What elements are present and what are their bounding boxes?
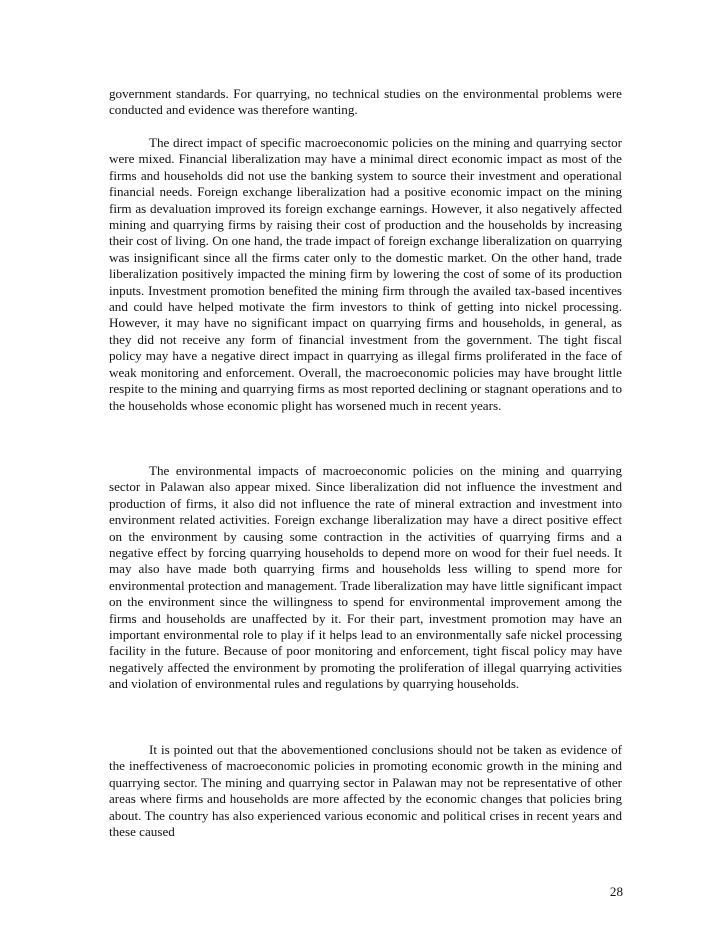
paragraph-continuation: government standards. For quarrying, no technical studies on the environmental problems were conducted and evidence was therefore wanting. [109,86,622,118]
paragraph-direct-impact: The direct impact of specific macroeconomic policies on the mining and quarrying sector were mixed. Financial liberalization may have a minimal direct economic impact as most of the firms and households did not use the banking system to source their investment and operational financial needs. Foreign exchange liberalization had a positive economic impact on the mining firm as devaluation improved its foreign exchange earnings. However, it also negatively affected mining and quarrying firms by raising their cost of production and the households by increasing their cost of living. On one hand, the trade impact of foreign exchange liberalization on quarrying was insignificant since all the firms cater only to the domestic market. On the other hand, trade liberalization positively impacted the mining firm by lowering the cost of some of its production inputs. Investment promotion benefited the mining firm through the availed tax-based incentives and could have helped motivate the firm investors to think of getting into nickel processing. However, it may have no significant impact on quarrying firms and households, in general, as they did not receive any form of financial investment from the government. The tight fiscal policy may have a negative direct impact in quarrying as illegal firms proliferated in the face of weak monitoring and enforcement. Overall, the macroeconomic policies may have brought little respite to the mining and quarrying firms as most reported declining or stagnant operations and to the households whose economic plight has worsened much in recent years. [109,135,622,413]
paragraph-conclusions-caveat: It is pointed out that the abovementioned conclusions should not be taken as evidence of the ineffectiveness of macroeconomic policies in promoting economic growth in the mining and quarrying sector. The mining and quarrying sector in Palawan may not be representative of other areas where firms and households are more affected by the economic changes that policies bring about. The country has also experienced various economic and political crises in recent years and these caused [109,742,622,840]
paragraph-environmental-impacts: The environmental impacts of macroeconomic policies on the mining and quarrying sector in Palawan also appear mixed. Since liberalization did not influence the investment and production of firms, it also did not influence the rate of mineral extraction and investment into environment related activities. Foreign exchange liberalization may have a direct positive effect on the environment by causing some contraction in the activities of quarrying firms and a negative effect by forcing quarrying households to depend more on wood for their fuel needs. It may also have made both quarrying firms and households less willing to spend more for environmental protection and management. Trade liberalization may have little significant impact on the environment since the willingness to spend for environmental improvement among the firms and households are unaffected by it. For their part, investment promotion may have an important environmental role to play if it helps lead to an environmentally safe nickel processing facility in the future. Because of poor monitoring and enforcement, tight fiscal policy may have negatively affected the environment by promoting the proliferation of illegal quarrying activities and violation of environmental rules and regulations by quarrying households. [109,463,622,692]
page-number: 28 [609,884,623,899]
